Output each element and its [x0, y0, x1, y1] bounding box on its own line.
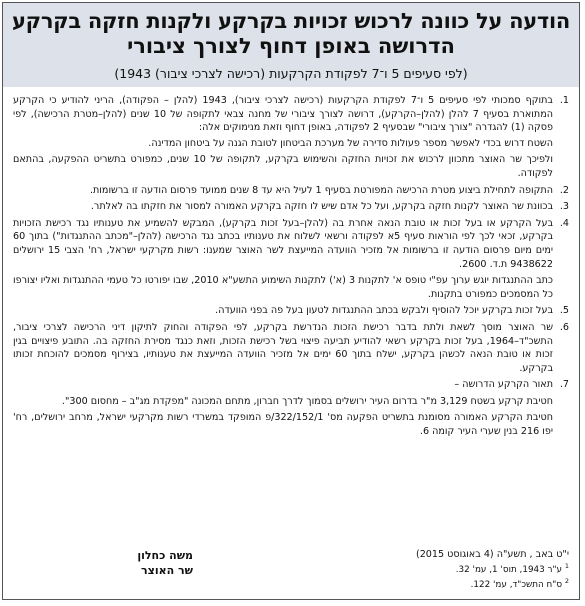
section-5	[13, 304, 569, 318]
signer-title: שר האוצר	[141, 564, 193, 577]
signer-name: משה כחלון	[137, 549, 193, 562]
notice-date: י"ט באב , תשע"ה (4 באוגוסט 2015)	[415, 549, 569, 560]
section-1-number: 1.	[559, 95, 569, 106]
notice-subtitle: (לפי סעיפים 5 ו־7 לפקודת הקרקעות (רכישה לצרכי ציבור) 1943)	[114, 66, 468, 81]
footnote-2	[269, 576, 569, 591]
notice-title-line1: הודעה על כוונה לרכוש זכויות בקרקע ולקנות חזקה בקרקע	[11, 9, 571, 33]
notice-footer	[3, 548, 579, 592]
notice-header	[3, 3, 579, 87]
section-1-reason: השטח דרוש בכדי לאפשר מספר פעולות סדירה של מערכת הביטחון לטובת הגנה על ביטחון המדינה.	[148, 137, 553, 149]
notice-body	[3, 87, 579, 439]
section-6	[13, 321, 569, 375]
section-1	[13, 94, 569, 135]
section-2	[13, 184, 569, 198]
section-3-text: בכוונת שר האוצר לקנות חזקה בקרקע, ועל כל אדם שיש לו חזקה בקרקע האמורה למסור את חזקתו בה לאלתר.	[90, 201, 553, 213]
section-3-number: 3.	[559, 201, 569, 213]
section-7-land-description: חטיבת קרקע בשטח 3,129 מ"ר בדרום העיר ירושלים בסמוך לדרך חברון, מתחם המכונה "מפקדת מג"ב – מחסום 300".	[61, 395, 553, 407]
signature-row	[13, 548, 569, 592]
notice-title-line2: הדרושה באופן דחוף לצורך ציבורי	[127, 34, 455, 58]
section-6-text: שר האוצר מוסך לשאת ולתת בדבר רכישת הזכות הנדרשת בקרקע, לפי הפקודה והחוק לתיקון דיני הרכישה לצרכי ציבור, התשכ"ד–1964, בעל זכות בקרקע רשאי להודיע תביעה פיצוי בשל רכישת הזכות, וזאת כנגד מסירת החזקה בה. התובע פיצויים בגין זכות או טובת הנאה לכשהן בקרקע, ישלח בתוך 60 ימים אל מזכיר הוועדה המייעצת את טענותיו, בצירוף מסמכים להוכחת זכותו בקרקע.	[13, 321, 553, 374]
footnote-1-text: ע"ר 1943, תוס' 1, עמ' 32.	[455, 564, 563, 575]
section-7	[13, 378, 569, 392]
footnote-1	[269, 561, 569, 576]
section-2-number: 2.	[559, 184, 569, 196]
section-5-text: בעל זכות בקרקע יוכל להוסיף ולבקש בכתב ההתנגדות לטעון בעל פה בפני הוועדה.	[215, 305, 553, 317]
section-4	[13, 217, 569, 271]
section-7-number: 7.	[559, 379, 569, 391]
section-3	[13, 200, 569, 214]
section-6-number: 6.	[559, 321, 569, 333]
section-7-text: תאור הקרקע הדרושה –	[454, 379, 553, 391]
section-4-text: בעל הקרקע או בעל זכות או טובת הנאה אחרת בה (להלן–בעל זכות בקרקע), המבקש להשמיע את טענותיו נגד רכישת הזכויות בקרקע, זכאי לכך לפי הוראות סעיף 5א לפקודה ורשאי לשלוח את טענותיו בכתב נגד הרכישה (להלן–"מכתב ההתנגדות") בתוך 60 ימים מיום פרסום הודעה זו ברשומות אל מזכיר הוועדה המייעצת לשר האוצר שמענו: רשות מקרקעי ישראל, רח' הצבי 15 ירושלים 9438622 ת.ד. 2600.	[13, 217, 554, 270]
footnote-2-text: ס"ח התשכ"ד, עמ' 122.	[470, 580, 563, 591]
section-4-objection-form: כתב ההתנגדות יוגש ערוך עפ"י טופס א' לתקנות 3 (א') לתקנות השימוע התשע"א 2010, שבו יפורטו כל טעמי ההתנגדות ואליו יצורפו כל המסמכים כמפורט בתקנות.	[13, 275, 553, 300]
section-1-text: בתוקף סמכותי לפי סעיפים 5 ו־7 לפקודת הקרקעות (רכישה לצרכי ציבור), 1943 (להלן – הפקודה), הריני להודיע כי הקרקע המתוארת בסעיף 7 להלן (להלן–הקרקע), דרושה לצורך ציבורי של מחנה צבאי לתקופה של 10 שנים (להלן–מטרת הרכישה), לפי פסקה (1) להגדרה "צורך ציבורי" שבסעיף 2 לפקודה, באופן דחוף וזאת מנימוקים אלה:	[13, 95, 553, 134]
date-and-footnotes	[269, 548, 569, 592]
section-2-text: התקופה לתחילת ביצוע מטרת הרכישה המפורטת בסעיף 1 לעיל היא עד 8 שנים ממועד פרסום הודעה זו ברשומות.	[89, 184, 553, 196]
section-4-number: 4.	[559, 217, 569, 229]
signature-block	[13, 548, 193, 592]
footnote-1-mark: 1	[564, 562, 569, 570]
section-7-plan-reference: חטיבת הקרקע האמורה מסומנת בתשריט הפקעה מס' 322/152/1/פ המופקד במשרדי רשות מקרקעי ישראל, מרחב ירושלים, רח' יפו 216 בנין שערי העיר קומה 6.	[13, 412, 553, 438]
section-1-conclusion: ולפיכך שר האוצר מתכוון לרכוש את זכויות החזקה והשימוש בקרקע, לתקופה של 10 שנים, כמפורט בתשריט ההפקעה, בהתאם לפקודה.	[13, 154, 553, 179]
notice-document	[2, 2, 580, 600]
section-5-number: 5.	[559, 305, 569, 317]
footnote-2-mark: 2	[564, 577, 569, 586]
